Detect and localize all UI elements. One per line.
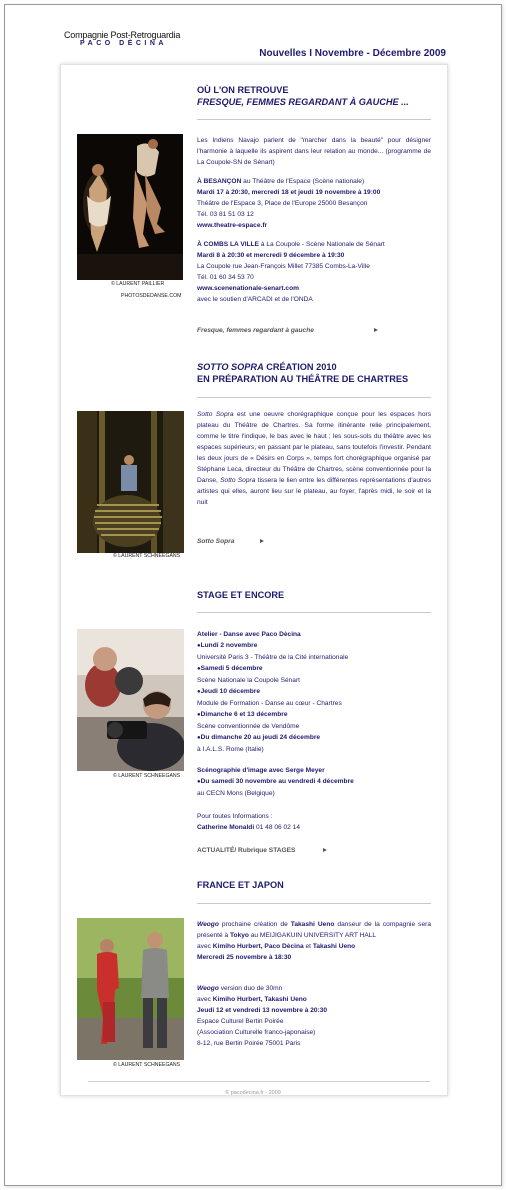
photo-credit: © LAURENT SCHNEEGANS <box>113 1062 181 1068</box>
title-line-1 <box>197 361 437 373</box>
section-title <box>197 361 437 385</box>
body-text: version duo de 30mn <box>218 985 283 992</box>
section-text <box>197 919 431 1049</box>
date-place: Scène conventionnée de Vendôme <box>197 723 300 730</box>
artist-names: Kimiho Hurbert, Paco Dècina <box>212 943 304 950</box>
contact-line <box>197 822 431 833</box>
section-rule <box>197 903 431 904</box>
venue-dates: Mardi 17 à 20:30, mercredi 18 et jeudi 19 novembre à 19:00 <box>197 189 381 196</box>
city-name: Tokyo <box>230 932 249 939</box>
date-item: ● Jeudi 10 décembre <box>197 686 431 698</box>
date-item: ● Du dimanche 20 au jeudi 24 décembre <box>197 732 431 744</box>
body-text: danseur de la compagnie sera présenté à <box>197 921 431 939</box>
venue-address: Théâtre de l'Espace 3, Place de l'Europe 25000 Besançon <box>197 200 368 207</box>
link-fresque[interactable] <box>197 327 378 334</box>
company-name: Compagnie Post-Retroguardia <box>64 30 181 40</box>
contact-name: Catherine Monaldi <box>197 824 255 831</box>
choreographer-name: PACO DÈCINA <box>80 40 167 47</box>
photo-credit: © LAURENT SCHNEEGANS <box>113 773 181 779</box>
date-place: Scène Nationale la Coupole Sénart <box>197 677 301 684</box>
photo-credit: © LAURENT SCHNEEGANS <box>113 553 181 559</box>
date-item: ● Samedi 5 décembre <box>197 663 431 675</box>
atelier-title: Atelier - Danse avec Paco Dècina <box>197 631 301 638</box>
body-paragraph <box>197 409 431 508</box>
body-text: tissera le lien entre les différentes représentations d'autres artistes qui elles, auront lieu sur le plateau, au foyer, l'après midi, le soir et la nuit <box>197 477 431 506</box>
performance-date: Jeudi 12 et vendredi 13 novembre à 20:30 <box>197 1007 328 1014</box>
photo-credit-site: PHOTOSDEDANSE.COM <box>121 293 182 299</box>
footer-rule <box>88 1081 430 1082</box>
dance-photo-fresque <box>77 134 183 280</box>
section-rule <box>197 612 431 613</box>
link-label[interactable]: ACTUALITÉ/ Rubrique STAGES <box>197 847 296 854</box>
body-text: avec <box>197 943 213 950</box>
title-line-2: EN PRÉPARATION AU THÉÂTRE DE CHARTRES <box>197 374 409 384</box>
date-place: à I.A.L.S. Rome (Italie) <box>197 746 264 753</box>
support-note: avec le soutien d'ARCADI et de l'ONDA <box>197 296 313 303</box>
section-title <box>197 84 437 108</box>
link-label[interactable]: Sotto Sopra <box>197 538 235 545</box>
section-title: FRANCE ET JAPON <box>197 880 284 890</box>
cast-line <box>197 941 431 952</box>
photo-credit: © LAURENT PAILLIER <box>111 281 165 287</box>
section-rule <box>197 397 431 398</box>
venue-phone: Tél. 03 81 51 03 12 <box>197 211 254 218</box>
section-rule <box>197 119 431 120</box>
cast-line <box>197 994 431 1005</box>
section-text <box>197 135 431 305</box>
venue-line: 8-12, rue Bertin Poirée 75001 Paris <box>197 1040 301 1047</box>
dance-photo-sotto-sopra <box>77 411 184 553</box>
venue-dates: Mardi 8 à 20:30 et mercredi 9 décembre à 19:30 <box>197 252 345 259</box>
venue-combs <box>197 239 431 250</box>
workshop-photo <box>77 629 184 771</box>
date-item: ● Du samedi 30 novembre au vendredi 4 décembre <box>197 776 431 788</box>
venue-city: À BESANÇON <box>197 178 242 185</box>
title-italic: Sotto Sopra <box>197 411 234 418</box>
artist-name: Takashi Ueno <box>312 943 356 950</box>
venue-website[interactable]: www.scenenationale-senart.com <box>197 285 299 292</box>
weogo-paragraph <box>197 919 431 941</box>
contact-phone: 01 48 06 02 14 <box>254 824 300 831</box>
body-text: et <box>303 943 313 950</box>
work-title: Weogo <box>197 985 219 992</box>
body-text: avec <box>197 996 213 1003</box>
section-text <box>197 629 431 833</box>
dancers-photo <box>77 918 184 1060</box>
duo-line <box>197 983 431 994</box>
issue-title: Nouvelles I Novembre - Décembre 2009 <box>259 48 446 59</box>
newsletter-header <box>62 28 446 62</box>
section-text <box>197 409 431 508</box>
scenography-title: Scénographie d'image avec Serge Meyer <box>197 767 325 774</box>
link-sotto-sopra[interactable] <box>197 538 264 545</box>
body-text: au MEIJIGAKUIN UNIVERSITY ART HALL <box>248 932 377 939</box>
date-place: Module de Formation - Danse au cœur - Chartres <box>197 700 342 707</box>
venue-website[interactable]: www.theatre-espace.fr <box>197 222 268 229</box>
arrow-right-icon <box>374 328 378 332</box>
title-italic: SOTTO SOPRA <box>197 362 264 372</box>
body-text: prochaine création de <box>218 921 291 928</box>
date-item: ● Lundi 2 novembre <box>197 640 431 652</box>
date-place: au CECN Mons (Belgique) <box>197 790 275 797</box>
artist-names: Kimiho Hurbert, Takashi Ueno <box>212 996 307 1003</box>
link-label[interactable]: Fresque, femmes regardant à gauche <box>197 327 314 334</box>
title-rest: CRÉATION 2010 <box>263 362 337 372</box>
artist-name: Takashi Ueno <box>290 921 335 928</box>
performance-date: Mercredi 25 novembre à 18:30 <box>197 954 292 961</box>
arrow-right-icon <box>323 848 327 852</box>
section-title: STAGE ET ENCORE <box>197 590 285 600</box>
newsletter-body <box>60 64 448 1096</box>
title-italic: Sotto Sopra <box>220 477 256 484</box>
info-label: Pour toutes Informations : <box>197 813 273 820</box>
link-stages[interactable] <box>197 847 327 854</box>
date-item: ● Dimanche 6 et 13 décembre <box>197 709 431 721</box>
venue-line: (Association Culturelle franco-japonaise) <box>197 1029 316 1036</box>
work-title: Weogo <box>197 921 219 928</box>
title-line-2: FRESQUE, FEMMES REGARDANT À GAUCHE ... <box>197 97 409 107</box>
venue-besancon <box>197 176 431 187</box>
title-line-1: OÙ L'ON RETROUVE <box>197 85 289 95</box>
venue-city: À COMBS LA VILLE <box>197 241 260 248</box>
venue-phone: Tél. 01 60 34 53 70 <box>197 274 254 281</box>
intro-paragraph: Les Indiens Navajo parlent de "marcher dans la beauté" pour désigner l'harmonie à laquelle ils aspirent dans leur relation au monde... (programme de La Coupole-SN de Sénart) <box>197 137 431 166</box>
venue-line: Espace Culturel Bertin Poirée <box>197 1018 284 1025</box>
arrow-right-icon <box>260 539 264 543</box>
date-place: Université Paris 3 - Théâtre de la Cité internationale <box>197 654 349 661</box>
venue-address: La Coupole rue Jean-François Millet 77385 Combs-La-Ville <box>197 263 370 270</box>
footer-copyright: © pacodecina.fr - 2009 <box>225 1090 281 1096</box>
venue-place: à La Coupole - Scène Nationale de Sénart <box>259 241 385 248</box>
body-text: est une oeuvre chorégraphique conçue pour les espaces hors plateau du Théâtre de Chartres. Sa forme itinérante relie principalement, comme le titre l'indique, le bas avec le haut ; les sous-sols du théâtre avec les espaces supérieurs, en passant par le plateau, sans toutefois l'investir. Pendant les deux jours de « Désirs en Corps », temps fort chorégraphique organisé par Stéphane Leca, directeur du Théâtre de Chartres, scène conventionnée pour la Danse, <box>197 411 432 484</box>
venue-place: au Théâtre de l'Espace (Scène nationale) <box>241 178 365 185</box>
